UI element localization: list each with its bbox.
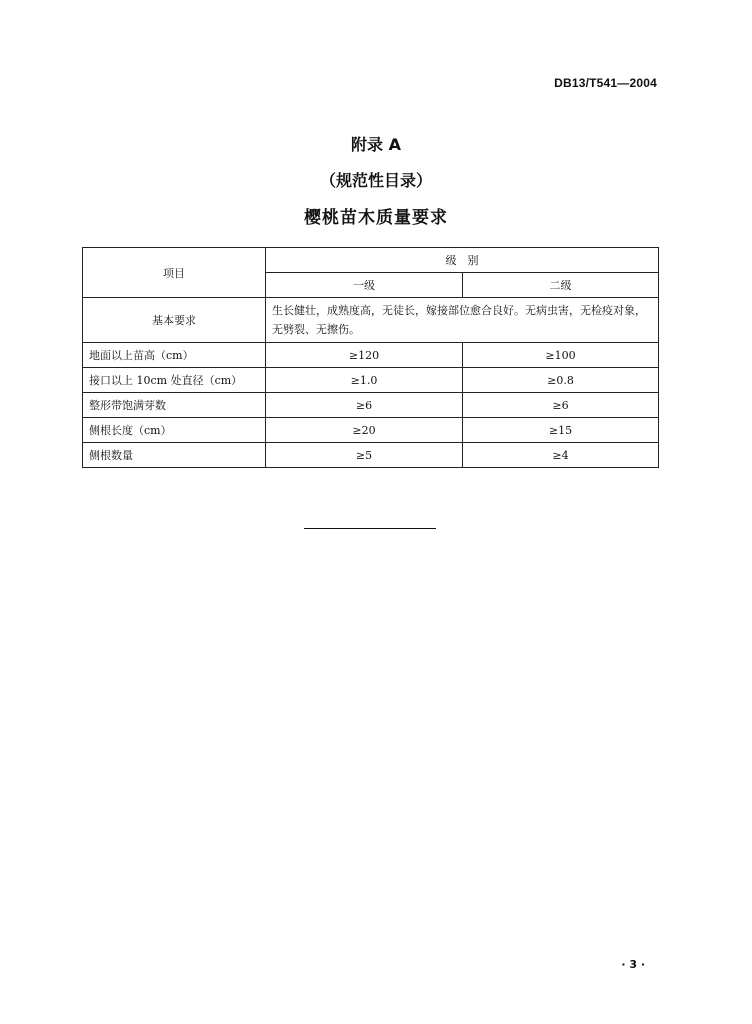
row-grade2-value: ≥15 (463, 418, 659, 443)
document-title: 樱桃苗木质量要求 (304, 208, 448, 228)
row-grade2-value: ≥0.8 (463, 368, 659, 393)
table-header-row (83, 248, 659, 273)
row-grade1-value: ≥5 (266, 443, 463, 468)
table-row (83, 368, 659, 393)
row-item: 侧根数量 (83, 443, 266, 468)
basic-requirement-row (83, 298, 659, 343)
row-grade2-value: ≥6 (463, 393, 659, 418)
row-grade1-value: ≥6 (266, 393, 463, 418)
page-number: · 3 · (621, 958, 645, 971)
end-divider (304, 528, 436, 529)
quality-requirements-table (82, 247, 659, 468)
basic-requirement-text: 生长健壮，成熟度高，无徒长，嫁接部位愈合良好。无病虫害，无检疫对象，无劈裂、无擦伤。 (266, 298, 659, 343)
row-grade2-value: ≥4 (463, 443, 659, 468)
table-row (83, 443, 659, 468)
grade-1-header: 一级 (266, 273, 463, 298)
table-row (83, 393, 659, 418)
standard-code: DB13/T541—2004 (554, 76, 657, 90)
table-row (83, 418, 659, 443)
grade-2-header: 二级 (463, 273, 659, 298)
item-header: 项目 (83, 248, 266, 298)
grade-header: 级 别 (266, 248, 659, 273)
basic-requirement-label: 基本要求 (83, 298, 266, 343)
row-grade1-value: ≥20 (266, 418, 463, 443)
annex-type: （规范性目录） (319, 171, 432, 190)
row-grade1-value: ≥120 (266, 343, 463, 368)
row-grade2-value: ≥100 (463, 343, 659, 368)
row-item: 地面以上苗高（cm） (83, 343, 266, 368)
row-item: 整形带饱满芽数 (83, 393, 266, 418)
row-item: 侧根长度（cm） (83, 418, 266, 443)
row-item: 接口以上 10cm 处直径（cm） (83, 368, 266, 393)
annex-label: 附录 A (351, 135, 401, 154)
row-grade1-value: ≥1.0 (266, 368, 463, 393)
table-row (83, 343, 659, 368)
